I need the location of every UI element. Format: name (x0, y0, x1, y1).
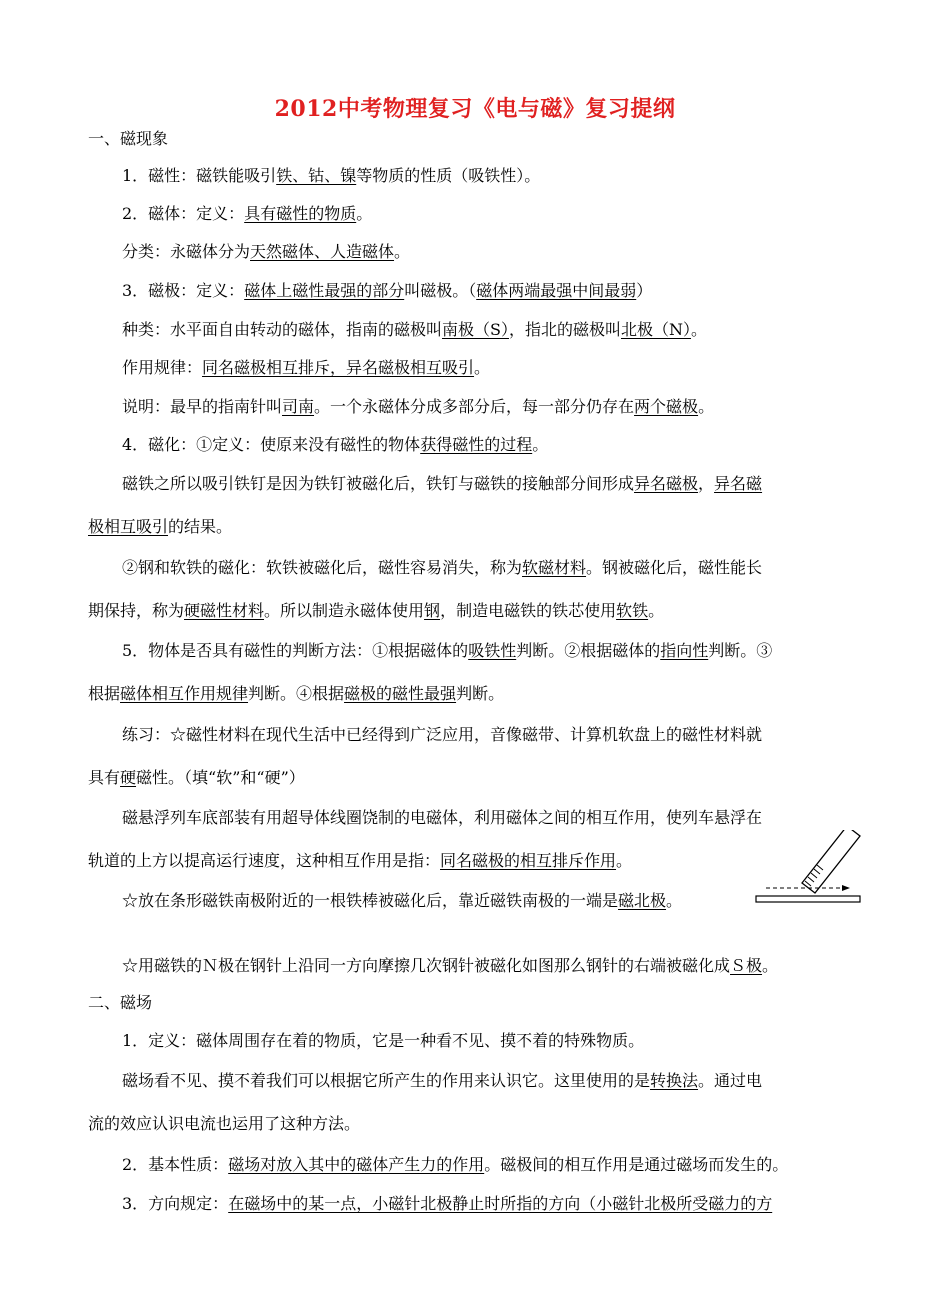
answer-blank: 磁极的磁性最强 (344, 684, 457, 703)
answer-blank: 同名磁极相互排斥，异名磁极相互吸引 (202, 358, 475, 377)
item-magnetism: 1．磁性：磁铁能吸引铁、钴、镍等物质的性质（吸铁性）。 (122, 166, 541, 185)
answer-blank: 铁、钴、镍 (276, 166, 357, 185)
item-field-basic-property: 2．基本性质：磁场对放入其中的磁体产生力的作用。磁极间的相互作用是通过磁场而发生的。 (122, 1155, 789, 1174)
item-judgement-methods-line2: 根据磁体相互作用规律判断。④根据磁极的磁性最强判断。 (88, 684, 505, 703)
magnet-bar (802, 830, 860, 893)
answer-blank: 软磁材料 (522, 558, 587, 577)
exercise-maglev-line1: 磁悬浮列车底部装有用超导体线圈饶制的电磁体，利用磁体之间的相互作用，使列车悬浮在 (122, 808, 763, 827)
answer-blank: 天然磁体、人造磁体 (250, 242, 395, 261)
answer-blank: 磁北极 (618, 891, 667, 910)
answer-blank: 磁体相互作用规律 (120, 684, 249, 703)
item-explanation: 说明：最早的指南针叫司南。一个永磁体分成多部分后，每一部分仍存在两个磁极。 (122, 397, 715, 416)
answer-blank: 磁体上磁性最强的部分 (244, 281, 405, 300)
item-field-direction: 3．方向规定：在磁场中的某一点，小磁针北极静止时所指的方向（小磁针北极所受磁力的方 (122, 1194, 773, 1213)
answer-blank: 磁体两端最强中间最弱 (476, 281, 637, 300)
answer-blank: 司南 (282, 397, 315, 416)
item-interaction-rule: 作用规律：同名磁极相互排斥，异名磁极相互吸引。 (122, 358, 491, 377)
answer-blank: 异名磁 (714, 474, 763, 493)
paragraph-nail-attraction-line1: 磁铁之所以吸引铁钉是因为铁钉被磁化后，铁钉与磁铁的接触部分间形成异名磁极，异名磁 (122, 474, 763, 493)
answer-blank: 北极（N） (621, 320, 692, 339)
answer-blank: 硬 (120, 768, 137, 787)
item-judgement-methods-line1: 5．物体是否具有磁性的判断方法：①根据磁体的吸铁性判断。②根据磁体的指向性判断。③ (122, 641, 773, 660)
section-heading-magnetic-field: 二、磁场 (88, 993, 153, 1012)
paragraph-steel-iron-line1: ②钢和软铁的磁化：软铁被磁化后，磁性容易消失，称为软磁材料。钢被磁化后，磁性能长 (122, 558, 763, 577)
answer-blank: 同名磁极的相互排斥作用 (440, 851, 617, 870)
item-magnetization: 4．磁化：①定义：使原来没有磁性的物体获得磁性的过程。 (122, 435, 549, 454)
answer-blank: 极相互吸引 (88, 517, 169, 536)
item-field-definition: 1．定义：磁体周围存在着的物质，它是一种看不见、摸不着的特殊物质。 (122, 1031, 645, 1050)
exercise-magnetic-material-line1: 练习：☆磁性材料在现代生活中已经得到广泛应用，音像磁带、计算机软盘上的磁性材料就 (122, 725, 763, 744)
answer-blank: Ｓ极 (730, 956, 763, 975)
answer-blank: 异名磁极 (634, 474, 699, 493)
answer-blank: 获得磁性的过程 (420, 435, 533, 454)
item-magnetic-pole: 3．磁极：定义：磁体上磁性最强的部分叫磁极。（磁体两端最强中间最弱） (122, 281, 653, 300)
item-magnet-definition: 2．磁体：定义：具有磁性的物质。 (122, 204, 373, 223)
answer-blank: 南极（S） (442, 320, 509, 339)
document-title: 2012中考物理复习《电与磁》复习提纲 (274, 96, 676, 122)
answer-blank: 指向性 (660, 641, 709, 660)
exercise-steel-needle: ☆用磁铁的Ｎ极在钢针上沿同一方向摩擦几次钢针被磁化如图那么钢针的右端被磁化成Ｓ极。 (122, 956, 779, 975)
answer-blank: 两个磁极 (634, 397, 699, 416)
answer-blank: 转换法 (650, 1071, 699, 1090)
paragraph-nail-attraction-line2: 极相互吸引的结果。 (88, 517, 233, 536)
item-pole-kinds: 种类：水平面自由转动的磁体，指南的磁极叫南极（S），指北的磁极叫北极（N）。 (122, 320, 708, 339)
exercise-maglev-line2: 轨道的上方以提高运行速度，这种相互作用是指：同名磁极的相互排斥作用。 (88, 851, 633, 870)
item-magnet-classification: 分类：永磁体分为天然磁体、人造磁体。 (122, 242, 411, 261)
exercise-iron-bar: ☆放在条形磁铁南极附近的一根铁棒被磁化后，靠近磁铁南极的一端是磁北极。 (122, 891, 683, 910)
steel-needle (756, 896, 860, 902)
section-heading-magnetic-phenomena: 一、磁现象 (88, 129, 169, 148)
paragraph-steel-iron-line2: 期保持，称为硬磁性材料。所以制造永磁体使用钢，制造电磁铁的铁芯使用软铁。 (88, 601, 665, 620)
answer-blank: 软铁 (616, 601, 649, 620)
magnet-rubbing-needle-figure (750, 830, 862, 912)
exercise-magnetic-material-line2: 具有硬磁性。（填“软”和“硬”） (88, 768, 305, 787)
paragraph-conversion-method-line1: 磁场看不见、摸不着我们可以根据它所产生的作用来认识它。这里使用的是转换法。通过电 (122, 1071, 763, 1090)
answer-blank: 硬磁性材料 (184, 601, 265, 620)
answer-blank: 磁场对放入其中的磁体产生力的作用 (228, 1155, 485, 1174)
paragraph-conversion-method-line2: 流的效应认识电流也运用了这种方法。 (88, 1114, 361, 1133)
answer-blank: 具有磁性的物质 (244, 204, 357, 223)
answer-blank: 吸铁性 (468, 641, 517, 660)
answer-blank: 钢 (424, 601, 441, 620)
answer-blank: 在磁场中的某一点，小磁针北极静止时所指的方向（小磁针北极所受磁力的方 (228, 1194, 773, 1213)
